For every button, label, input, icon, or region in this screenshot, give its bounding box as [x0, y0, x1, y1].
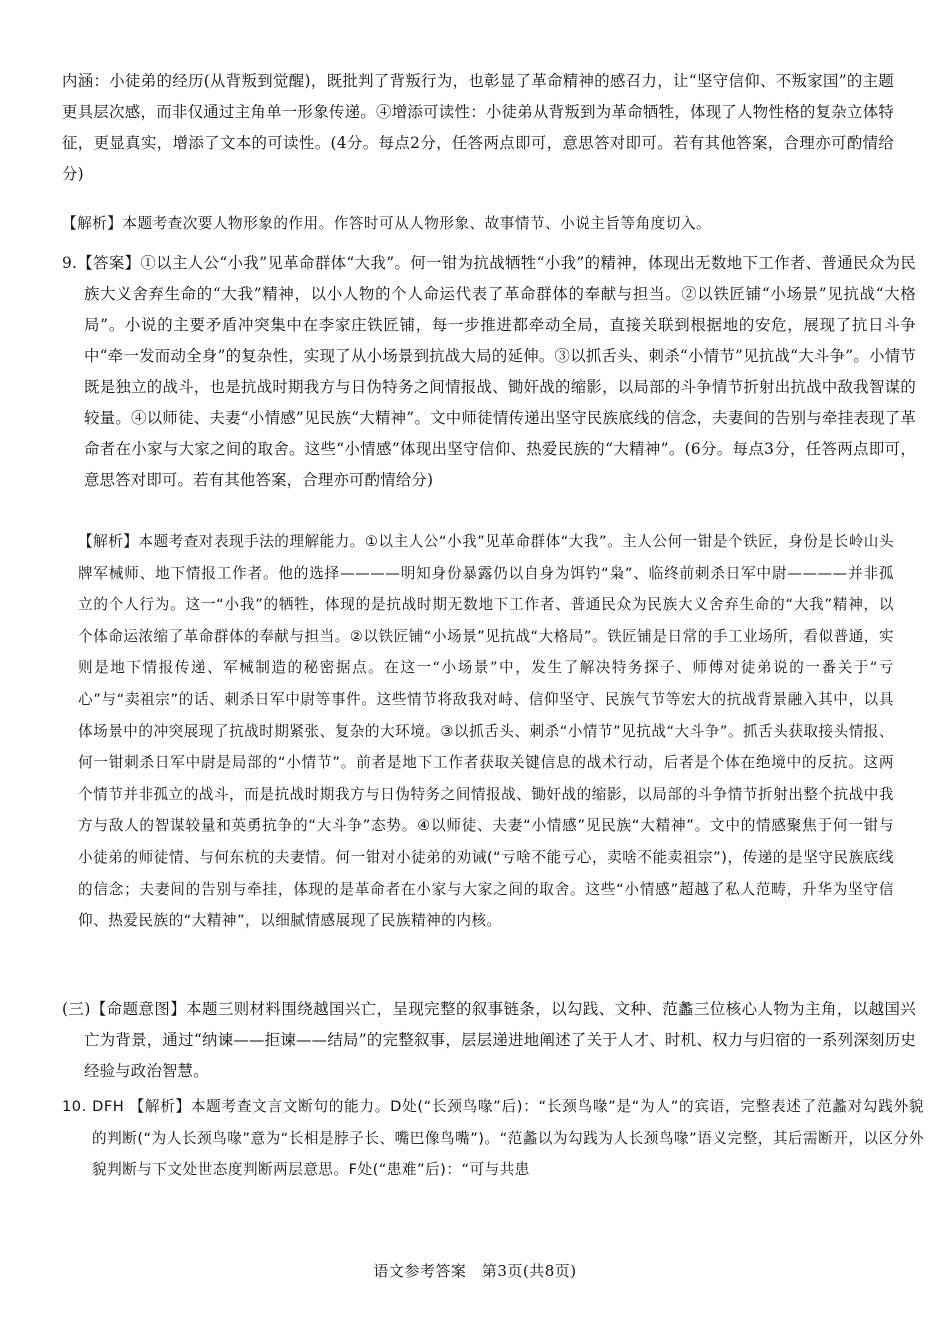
page-footer: 语文参考答案 第3页(共8页)	[373, 1262, 577, 1280]
answer-9: 9.【答案】①以主人公“小我”见革命群体“大我”。何一钳为抗战牺牲“小我”的精神，体现出无数地下工作者、普通民众为民族大义舍弃生命的“大我”精神，以小人物的个人命运代表了革命群体的奉献与担当。②以铁匠铺“小场景”见抗战“大格局”。小说的主要矛盾冲突集中在李家庄铁匠铺，每一步推进都牵动全局，直接关联到根据地的安危，展现了抗日斗争中“牵一发而动全身”的复杂性，实现了从小场景到抗战大局的延伸。③以抓舌头、刺杀“小情节”见抗战“大斗争”。小情节既是独立的战斗，也是抗战时期我方与日伪特务之间情报战、锄奸战的缩影，以局部的斗争情节折射出抗战中敌我智谋的较量。④以师徒、夫妻“小情感”见民族“大精神”。文中师徒情传递出坚守民族底线的信念，夫妻间的告别与牵挂表现了革命者在小家与大家之间的取舍。这些“小情感”体现出坚守信仰、热爱民族的“大精神”。(6分。每点3分，任答两点即可，意思答对即可。若有其他答案，合理亦可酌情给分)	[62, 254, 916, 489]
answer-10: 10. DFH 【解析】本题考查文言文断句的能力。D处(“长颈鸟喙”后)：“长颈鸟喙”是“为人”的宾语，完整表述了范蠡对勾践外貌的判断(“为人长颈鸟喙”意为“长相是脖子长、嘴巴像鸟嘴”)。“范蠡以为勾践为人长颈鸟喙”语义完整，其后需断开，以区分外貌判断与下文处世态度判断两层意思。F处(“患难”后)：“可与共患	[62, 1098, 924, 1179]
answer-9-explanation: 【解析】本题考查对表现手法的理解能力。①以主人公“小我”见革命群体“大我”。主人公何一钳是个铁匠，身份是长岭山头牌军械师、地下情报工作者。他的选择————明知身份暴露仍以自身为饵钓“枭”、临终前刺杀日军中尉————并非孤立的个人行为。这一“小我”的牺牲，体现的是抗战时期无数地下工作者、普通民众为民族大义舍弃生命的“大我”精神，以个体命运浓缩了革命群体的奉献与担当。②以铁匠铺“小场景”见抗战“大格局”。铁匠铺是日常的手工业场所，看似普通，实则是地下情报传递、军械制造的秘密据点。在这一“小场景”中，发生了解决特务探子、师傅对徒弟说的一番关于“亏心”与“卖祖宗”的话、刺杀日军中尉等事件。这些情节将敌我对峙、信仰坚守、民族气节等宏大的抗战背景融入其中，以具体场景中的冲突展现了抗战时期紧张、复杂的大环境。③以抓舌头、刺杀“小情节”见抗战“大斗争”。抓舌头获取接头情报、何一钳刺杀日军中尉是局部的“小情节”。前者是地下工作者获取关键信息的战术行动，后者是个体在绝境中的反抗。这两个情节并非孤立的战斗，而是抗战时期我方与日伪特务之间情报战、锄奸战的缩影，以局部的斗争情节折射出整个抗战中我方与敌人的智谋较量和英勇抗争的“大斗争”态势。④以师徒、夫妻“小情感”见民族“大精神”。文中的情感聚焦于何一钳与小徒弟的师徒情、与何东杭的夫妻情。何一钳对小徒弟的劝诫(“亏啥不能亏心，卖啥不能卖祖宗”)，传递的是坚守民族底线的信念；夫妻间的告别与牵挂，体现的是革命者在小家与大家之间的取舍。这些“小情感”超越了私人范畴，升华为坚守信仰、热爱民族的“大精神”，以细腻情感展现了民族精神的内核。	[78, 533, 894, 930]
section-3-intent: (三)【命题意图】本题三则材料围绕越国兴亡，呈现完整的叙事链条，以勾践、文种、范蠡三位核心人物为主角，以越国兴亡为背景，通过“纳谏——拒谏——结局”的完整叙事，层层递进地阐述了关于人才、时机、权力与归宿的一系列深刻历史经验与政治智慧。	[62, 1000, 916, 1080]
answer-8-continued: 内涵：小徒弟的经历(从背叛到觉醒)，既批判了背叛行为，也彰显了革命精神的感召力，让“坚守信仰、不叛家国”的主题更具层次感，而非仅通过主角单一形象传递。④增添可读性：小徒弟从背叛到为革命牺牲，体现了人物性格的复杂立体特征，更显真实，增添了文本的可读性。(4分。每点2分，任答两点即可，意思答对即可。若有其他答案，合理亦可酌情给分)	[62, 72, 894, 183]
answer-8-explanation: 【解析】本题考查次要人物形象的作用。作答时可从人物形象、故事情节、小说主旨等角度切入。	[62, 215, 712, 232]
